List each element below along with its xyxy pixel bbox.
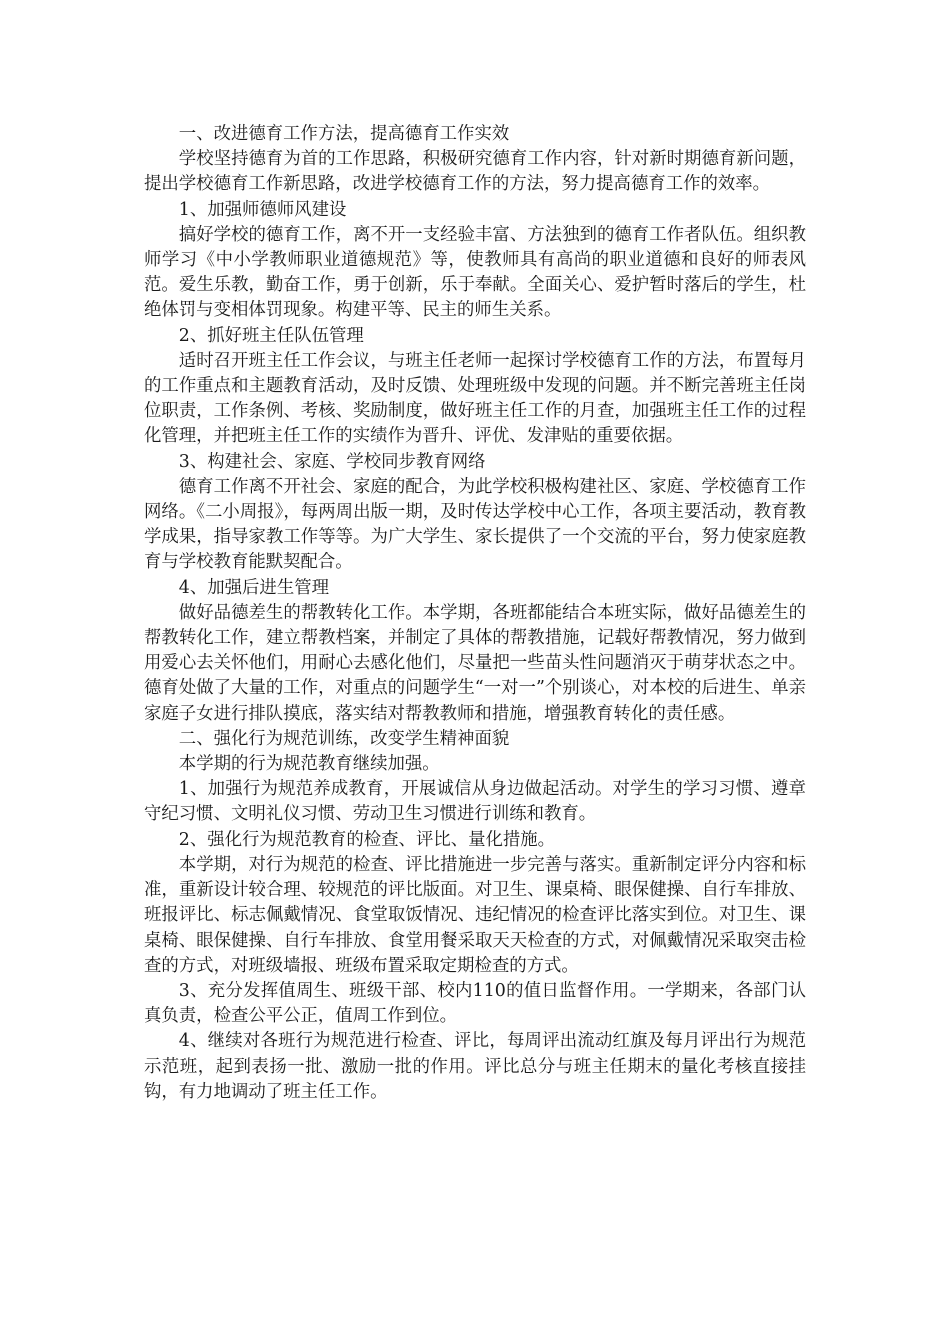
paragraph: 德育工作离不开社会、家庭的配合，为此学校积极构建社区、家庭、学校德育工作网络。《二小周报》，每两周出版一期，及时传达学校中心工作，各项主要活动，教育教学成果，指导家教工作等等。为广大学生、家长提供了一个交流的平台，努力使家庭教育与学校教育能默契配合。 — [144, 476, 806, 573]
document-body — [144, 122, 806, 1105]
subsection-heading: 2、抓好班主任队伍管理 — [178, 325, 364, 346]
section-heading-2: 二、强化行为规范训练，改变学生精神面貌 — [178, 728, 510, 749]
section-heading-1: 一、改进德育工作方法，提高德育工作实效 — [178, 124, 510, 144]
paragraph: 学校坚持德育为首的工作思路，积极研究德育工作内容，针对新时期德育新问题，提出学校德育工作新思路，改进学校德育工作的方法，努力提高德育工作的效率。 — [144, 149, 806, 195]
paragraph: 本学期的行为规范教育继续加强。 — [178, 754, 440, 775]
paragraph: 2、强化行为规范教育的检查、评比、量化措施。 — [178, 829, 556, 850]
paragraph: 适时召开班主任工作会议，与班主任老师一起探讨学校德育工作的方法，布置每月的工作重点和主题教育活动，及时反馈、处理班级中发现的问题。并不断完善班主任岗位职责，工作条例、考核、奖励制度，做好班主任工作的月查，加强班主任工作的过程化管理，并把班主任工作的实绩作为晋升、评优、发津贴的重要依据。 — [144, 350, 806, 447]
paragraph: 4、继续对各班行为规范进行检查、评比，每周评出流动红旗及每月评出行为规范示范班，起到表扬一批、激励一批的作用。评比总分与班主任期末的量化考核直接挂钩，有力地调动了班主任工作。 — [144, 1031, 806, 1102]
paragraph: 1、加强行为规范养成教育，开展诚信从身边做起活动。对学生的学习习惯、遵章守纪习惯、文明礼仪习惯、劳动卫生习惯进行训练和教育。 — [144, 779, 806, 825]
paragraph: 本学期，对行为规范的检查、评比措施进一步完善与落实。重新制定评分内容和标准，重新设计较合理、较规范的评比版面。对卫生、课桌椅、眼保健操、自行车排放、班报评比、标志佩戴情况、食堂取饭情况、违纪情况的检查评比落实到位。对卫生、课桌椅、眼保健操、自行车排放、食堂用餐采取天天检查的方式，对佩戴情况采取突击检查的方式，对班级墙报、班级布置采取定期检查的方式。 — [144, 854, 806, 976]
paragraph: 3、充分发挥值周生、班级干部、校内110的值日监督作用。一学期来，各部门认真负责，检查公平公正，值周工作到位。 — [144, 980, 806, 1027]
subsection-heading: 4、加强后进生管理 — [178, 577, 329, 598]
paragraph: 搞好学校的德育工作，离不开一支经验丰富、方法独到的德育工作者队伍。组织教师学习《中小学教师职业道德规范》等，使教师具有高尚的职业道德和良好的师表风范。爱生乐教，勤奋工作，勇于创新，乐于奉献。全面关心、爱护暂时落后的学生，杜绝体罚与变相体罚现象。构建平等、民主的师生关系。 — [144, 224, 806, 321]
subsection-heading: 3、构建社会、家庭、学校同步教育网络 — [178, 451, 486, 472]
paragraph: 做好品德差生的帮教转化工作。本学期，各班都能结合本班实际，做好品德差生的帮教转化工作，建立帮教档案，并制定了具体的帮教措施，记载好帮教情况，努力做到用爱心去关怀他们，用耐心去感化他们，尽量把一些苗头性问题消灭于萌芽状态之中。德育处做了大量的工作，对重点的问题学生“一对一”个别谈心，对本校的后进生、单亲家庭子女进行排队摸底，落实结对帮教教师和措施，增强教育转化的责任感。 — [144, 602, 806, 724]
subsection-heading: 1、加强师德师风建设 — [178, 199, 347, 220]
